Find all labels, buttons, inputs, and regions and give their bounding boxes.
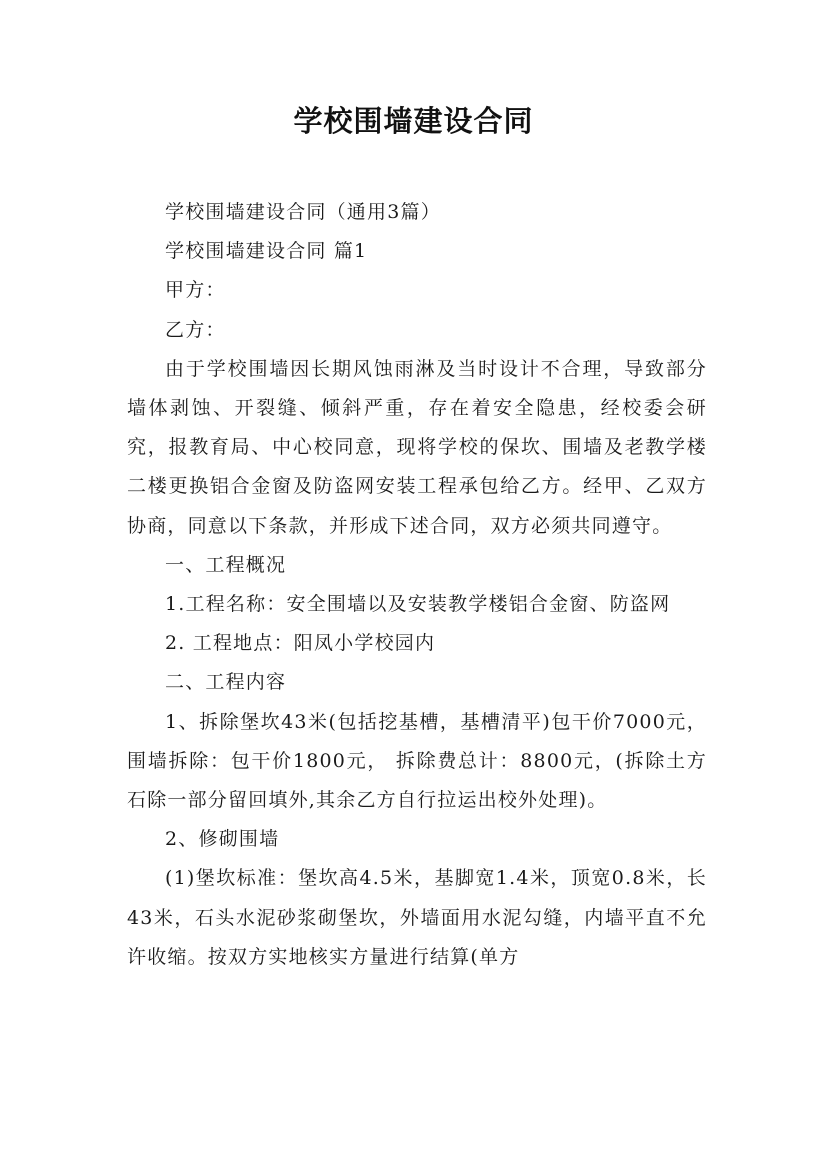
- paragraph-section-heading: 学校围墙建设合同 篇1: [165, 240, 368, 263]
- heading-project-overview: 一、工程概况: [165, 553, 287, 576]
- paragraph-demolition: 1、拆除堡坎43米(包括挖基槽，基槽清平)包干价7000元，围墙拆除：包干价1800元， 拆除费总计：8800元，(拆除土方石除一部分留回填外,其余乙方自行拉运出校外处理)。: [127, 710, 707, 812]
- heading-project-content: 二、工程内容: [165, 671, 287, 694]
- paragraph-wall-repair: 2、修砌围墙: [165, 828, 280, 851]
- paragraph-project-location: 2. 工程地点：阳凤小学校园内: [165, 632, 436, 655]
- document-body: [127, 193, 707, 977]
- paragraph-project-name: 1.工程名称：安全围墙以及安装教学楼铝合金窗、防盗网: [165, 593, 671, 616]
- paragraph-retaining-wall-standard: (1)堡坎标准：堡坎高4.5米，基脚宽1.4米，顶宽0.8米，长43米，石头水泥砂浆砌堡坎，外墙面用水泥勾缝，内墙平直不允许收缩。按双方实地核实方量进行结算(单方: [127, 867, 707, 968]
- paragraph-preamble: 由于学校围墙因长期风蚀雨淋及当时设计不合理，导致部分墙体剥蚀、开裂缝、倾斜严重，存在着安全隐患，经校委会研究，报教育局、中心校同意，现将学校的保坎、围墙及老教学楼二楼更换铝合金窗及防盗网安装工程承包给乙方。经甲、乙双方协商，同意以下条款，并形成下述合同，双方必须共同遵守。: [127, 357, 707, 537]
- paragraph-subtitle: 学校围墙建设合同（通用3篇）: [165, 201, 441, 223]
- document-title: 学校围墙建设合同: [293, 104, 534, 138]
- paragraph-party-b: 乙方：: [165, 318, 226, 341]
- paragraph-party-a: 甲方：: [165, 279, 226, 302]
